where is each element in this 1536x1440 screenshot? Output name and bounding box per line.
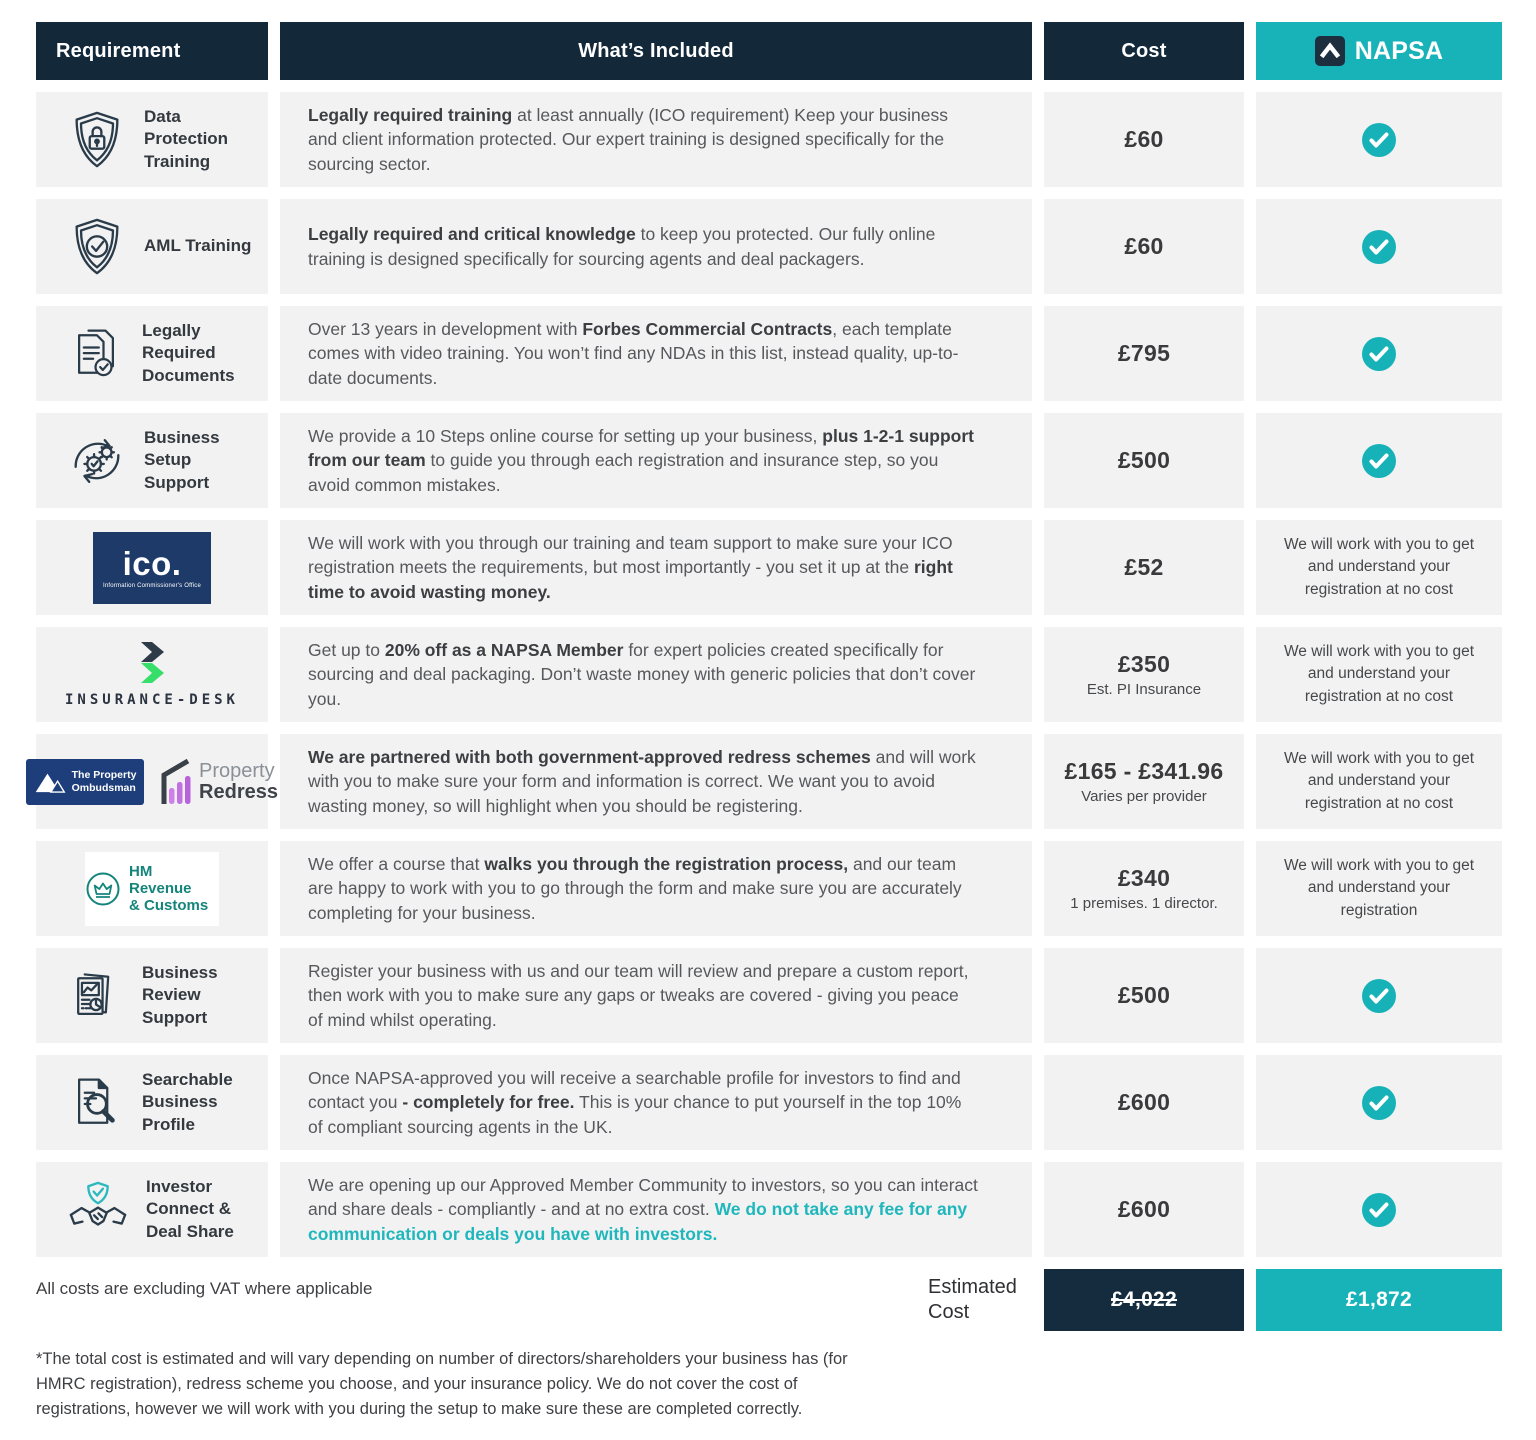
requirement-label: AML Training <box>144 236 252 256</box>
napsa-cell <box>1256 841 1502 936</box>
included-cell <box>280 199 1032 294</box>
napsa-check-icon <box>1361 978 1397 1014</box>
napsa-cell <box>1256 199 1502 294</box>
cost-value: £350 <box>1117 651 1171 677</box>
cost-cell <box>1044 1162 1244 1257</box>
ico-logo <box>93 532 211 604</box>
cost-detail: Varies per provider <box>1081 788 1207 805</box>
cost-cell <box>1044 92 1244 187</box>
included-cell <box>280 734 1032 829</box>
included-text: Legally required training at least annually (ICO requirement) Keep your business and client information protected. Our expert training is designed specifically for the sourcing sector. <box>308 104 948 174</box>
napsa-cell <box>1256 92 1502 187</box>
cost-cell <box>1044 734 1244 829</box>
napsa-cell <box>1256 306 1502 401</box>
napsa-wordmark: NAPSA <box>1354 36 1444 65</box>
napsa-note: We will work with you to get and understand your registration <box>1283 856 1475 919</box>
ico-logo-tagline: Information Commissioner's Office <box>103 582 201 589</box>
napsa-check-icon <box>1361 1085 1397 1121</box>
shield-check-icon <box>66 216 128 278</box>
property-redress-logo: Property Redress <box>160 759 278 805</box>
requirement-label: Legally Required Documents <box>142 321 235 385</box>
included-text: Over 13 years in development with Forbes Commercial Contracts, each template comes with video training. You won’t find any NDAs in this list, instead quality, up-to-date documents. <box>308 318 959 388</box>
cost-cell <box>1044 199 1244 294</box>
napsa-note: We will work with you to get and understand your registration at no cost <box>1283 749 1475 812</box>
cost-value: £60 <box>1124 126 1164 152</box>
header-whats-included: What’s Included <box>280 22 1032 80</box>
handshake-icon <box>66 1179 130 1241</box>
cost-value: £52 <box>1124 554 1164 580</box>
cost-cell <box>1044 1055 1244 1150</box>
requirement-cell <box>36 520 268 615</box>
napsa-cell <box>1256 948 1502 1043</box>
cost-cell <box>1044 948 1244 1043</box>
totals-row <box>36 1269 1536 1331</box>
requirement-label: Investor Connect & Deal Share <box>146 1177 234 1241</box>
requirement-label: Data Protection Training <box>144 107 229 171</box>
cost-value: £165 - £341.96 <box>1064 758 1224 784</box>
redress-bars-icon <box>160 759 192 805</box>
estimated-total-napsa: £1,872 <box>1256 1269 1502 1331</box>
cost-value: £340 <box>1117 865 1171 891</box>
cost-cell <box>1044 627 1244 722</box>
insurance-desk-logo <box>65 642 239 708</box>
insurance-desk-chevrons-icon <box>139 642 165 684</box>
included-cell <box>280 413 1032 508</box>
documents-icon <box>66 324 126 384</box>
ombudsman-triangle-icon <box>34 768 66 796</box>
napsa-check-icon <box>1361 229 1397 265</box>
napsa-cell <box>1256 1162 1502 1257</box>
requirement-label: Business Review Support <box>142 963 218 1027</box>
cost-cell <box>1044 841 1244 936</box>
napsa-cell <box>1256 520 1502 615</box>
napsa-check-icon <box>1361 1192 1397 1228</box>
requirement-cell <box>36 734 278 829</box>
napsa-cell <box>1256 1055 1502 1150</box>
napsa-check-icon <box>1361 122 1397 158</box>
hmrc-crown-icon <box>85 871 121 907</box>
included-cell <box>280 1162 1032 1257</box>
cost-cell <box>1044 520 1244 615</box>
requirement-cell <box>36 413 268 508</box>
hmrc-logo: HM Revenue & Customs <box>85 852 219 926</box>
included-text: We are opening up our Approved Member Community to investors, so you can interact and share deals - compliantly - and at no extra cost. We do not take any fee for any communication or deals you have with investors. <box>308 1174 978 1244</box>
property-ombudsman-logo: The Property Ombudsman <box>26 759 144 805</box>
estimated-total-old: £4,022 <box>1044 1269 1244 1331</box>
shield-lock-icon <box>66 109 128 171</box>
included-text: We provide a 10 Steps online course for setting up your business, plus 1-2-1 support from our team to guide you through each registration and insurance step, so you avoid common mistakes. <box>308 425 974 495</box>
included-cell <box>280 1055 1032 1150</box>
estimated-cost-label: Estimated Cost <box>928 1276 1017 1323</box>
napsa-cell <box>1256 413 1502 508</box>
included-text: Once NAPSA-approved you will receive a searchable profile for investors to find and contact you - completely for free. This is your chance to put yourself in the top 10% of compliant sourcing agents in the UK. <box>308 1067 962 1137</box>
cost-value: £500 <box>1117 982 1171 1008</box>
napsa-check-icon <box>1361 443 1397 479</box>
requirement-cell <box>36 948 268 1043</box>
included-text: We will work with you through our training and team support to make sure your ICO registration meets the requirements, but most importantly - you set it up at the right time to avoid wasting money. <box>308 532 953 602</box>
cost-value: £600 <box>1117 1089 1171 1115</box>
included-text: We offer a course that walks you through the registration process, and our team are happy to work with you to go through the form and make sure you are accurately completing for your business. <box>308 853 962 923</box>
included-text: Legally required and critical knowledge to keep you protected. Our fully online training is designed specifically for sourcing agents and deal packagers. <box>308 224 936 269</box>
napsa-check-icon <box>1361 336 1397 372</box>
requirement-cell <box>36 841 268 936</box>
header-requirement: Requirement <box>36 22 268 80</box>
included-cell <box>280 520 1032 615</box>
insurance-desk-wordmark: INSURANCE-DESK <box>64 691 239 708</box>
requirement-cell <box>36 306 268 401</box>
requirement-label: Searchable Business Profile <box>142 1070 233 1134</box>
requirement-cell <box>36 1162 268 1257</box>
cost-cell <box>1044 413 1244 508</box>
included-text: Register your business with us and our team will review and prepare a custom report, then work with you to make sure any gaps or tweaks are covered - giving you peace of mind whilst operating. <box>308 960 969 1030</box>
included-cell <box>280 948 1032 1043</box>
ico-logo-title: ico. <box>122 544 182 582</box>
cost-cell <box>1044 306 1244 401</box>
cost-value: £795 <box>1117 340 1171 366</box>
napsa-cell <box>1256 627 1502 722</box>
napsa-cell <box>1256 734 1502 829</box>
chart-doc-icon <box>66 966 126 1026</box>
header-napsa <box>1256 22 1502 80</box>
comparison-table <box>36 22 1536 1257</box>
cost-value: £600 <box>1117 1196 1171 1222</box>
disclaimer-text: *The total cost is estimated and will vary depending on number of directors/shareholders your business has (for HMRC registration), redress scheme you choose, and your insurance policy. We do not cover the cost of registrations, however we will work with you during the setup to make sure these are completed correctly. <box>36 1350 848 1418</box>
requirement-cell <box>36 199 268 294</box>
napsa-logo-icon <box>1315 36 1345 66</box>
requirement-cell <box>36 1055 268 1150</box>
cost-value: £500 <box>1117 447 1171 473</box>
redress-schemes-logos <box>26 759 278 805</box>
included-cell <box>280 841 1032 936</box>
napsa-note: We will work with you to get and understand your registration at no cost <box>1283 642 1475 705</box>
napsa-note: We will work with you to get and understand your registration at no cost <box>1283 535 1475 598</box>
search-doc-icon <box>66 1073 126 1133</box>
gears-icon <box>66 430 128 492</box>
vat-note: All costs are excluding VAT where applicable <box>36 1279 373 1298</box>
requirement-label: Business Setup Support <box>144 428 220 492</box>
header-cost: Cost <box>1044 22 1244 80</box>
included-text: We are partnered with both government-approved redress schemes and will work with you to make sure your form and information is correct. We want you to avoid wasting money, so will highlight when you should be registering. <box>308 746 976 816</box>
requirement-cell <box>36 92 268 187</box>
included-text: Get up to 20% off as a NAPSA Member for expert policies created specifically for sourcing and deal packaging. Don’t waste money with generic policies that don’t cover you. <box>308 639 976 709</box>
included-cell <box>280 627 1032 722</box>
included-cell <box>280 306 1032 401</box>
requirement-cell <box>36 627 268 722</box>
included-cell <box>280 92 1032 187</box>
cost-detail: 1 premises. 1 director. <box>1070 895 1218 912</box>
cost-value: £60 <box>1124 233 1164 259</box>
cost-detail: Est. PI Insurance <box>1086 681 1202 698</box>
